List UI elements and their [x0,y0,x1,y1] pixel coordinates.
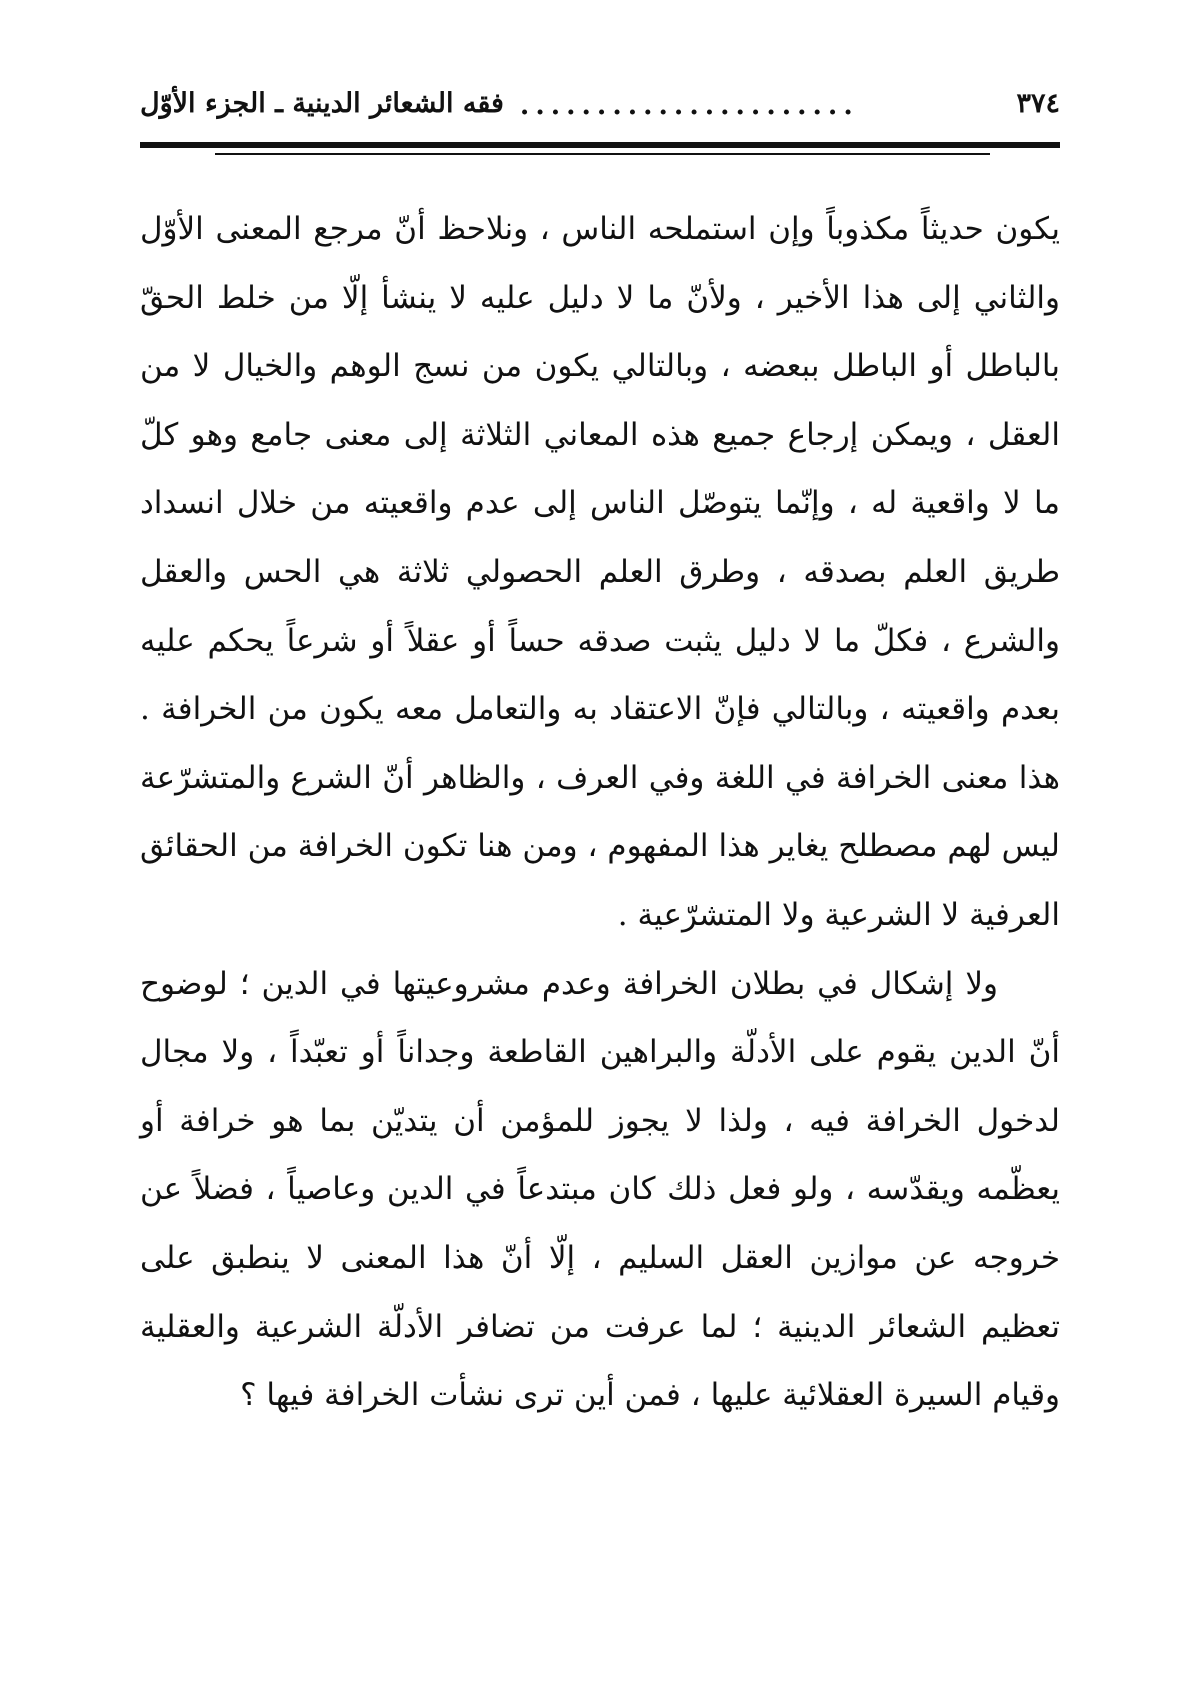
paragraph: يكون حديثاً مكذوباً وإن استملحه الناس ، ونلاحظ أنّ مرجع المعنى الأوّل والثاني إلى هذا الأخير ، ولأنّ ما لا دليل عليه لا ينشأ إلّا من خلط الحقّ بالباطل أو الباطل ببعضه ، وبالتالي يكون من نسج الوهم والخيال لا من العقل ، ويمكن إرجاع جميع هذه المعاني الثلاثة إلى معنى جامع وهو كلّ ما لا واقعية له ، وإنّما يتوصّل الناس إلى عدم واقعيته من خلال انسداد طريق العلم بصدقه ، وطرق العلم الحصولي ثلاثة هي الحس والعقل والشرع ، فكلّ ما لا دليل يثبت صدقه حساً أو عقلاً أو شرعاً يحكم عليه بعدم واقعيته ، وبالتالي فإنّ الاعتقاد به والتعامل معه يكون من الخرافة . هذا معنى الخرافة في اللغة وفي العرف ، والظاهر أنّ الشرع والمتشرّعة ليس لهم مصطلح يغاير هذا المفهوم ، ومن هنا تكون الخرافة من الحقائق العرفية لا الشرعية ولا المتشرّعية . [140,211,1060,933]
leader-dots: ...................... [519,89,859,121]
header-rule-thin [215,153,990,155]
running-title: فقه الشعائر الدينية ـ الجزء الأوّل [140,87,504,119]
running-header [140,78,1060,128]
paragraph: ولا إشكال في بطلان الخرافة وعدم مشروعيتها في الدين ؛ لوضوح أنّ الدين يقوم على الأدلّة والبراهين القاطعة وجداناً أو تعبّداً ، ولا مجال لدخول الخرافة فيه ، ولذا لا يجوز للمؤمن أن يتديّن بما هو خرافة أو يعظّمه ويقدّسه ، ولو فعل ذلك كان مبتدعاً في الدين وعاصياً ، فضلاً عن خروجه عن موازين العقل السليم ، إلّا أنّ هذا المعنى لا ينطبق على تعظيم الشعائر الدينية ؛ لما عرفت من تضافر الأدلّة الشرعية والعقلية وقيام السيرة العقلائية عليها ، فمن أين ترى نشأت الخرافة فيها ؟ [140,965,1060,1414]
body-text [140,195,1060,1430]
header-rule-thick [140,142,1060,148]
page-number: ٣٧٤ [1016,87,1060,119]
